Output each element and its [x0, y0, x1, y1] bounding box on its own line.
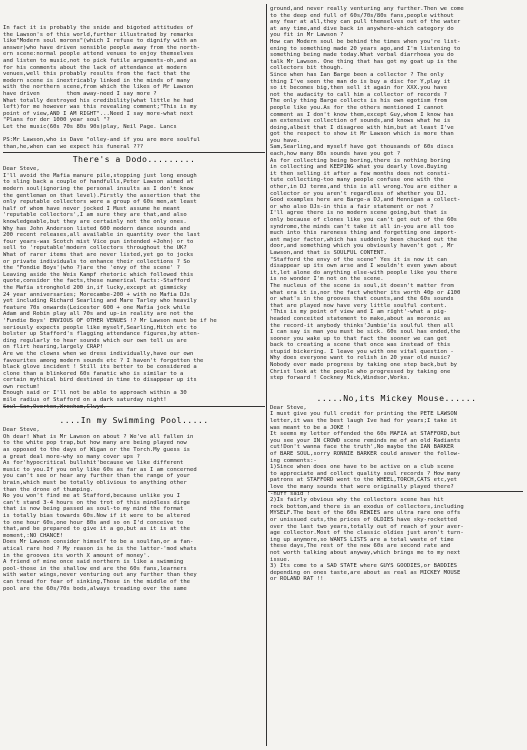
text-line: not worth talking about anyway,which brings me to my next	[270, 549, 461, 556]
text-line: disappear up its own arse and I wouldn't even yawn about	[270, 263, 458, 270]
text-line: collector or you aren't regardless of whether you DJ.	[270, 190, 447, 197]
column-divider	[266, 4, 267, 746]
text-line: it,let alone do anything else-with people like you there	[270, 269, 458, 276]
text-line: the gentleman on that level).Firstly the assertion that the	[3, 192, 201, 199]
text-line: In fact it is probably the snide and bigoted attitudes of	[3, 25, 194, 31]
text-line: How can Modern soul be behind the times when you're list-	[270, 38, 461, 45]
text-line: for his comments about the lack of attendance at modern	[3, 64, 187, 71]
text-line: 200 recent releases,all available in quantity over the last	[3, 232, 201, 239]
letter-cockney-mick	[270, 6, 523, 382]
text-line: ding regularly to hear sounds which our own tell us are	[3, 337, 187, 344]
section-divider-left-2	[3, 406, 265, 407]
text-line: love the many sounds that were originally played there?	[270, 483, 454, 490]
text-line: have driven them away-need I say more ?	[3, 90, 157, 97]
text-line: to appreciate and collect quality soul records ? How many	[270, 470, 461, 477]
text-line: Since when has Ian Barge been a collector ? The only	[270, 71, 444, 78]
heading-theres-a-dodo: There's a Dodo.........	[72, 154, 196, 165]
text-line: on flirt hearing,largely CRAP!	[3, 344, 104, 351]
text-line: back to creating a scene that once was instead of this	[270, 342, 451, 349]
text-line: moment,:NO CHANCE!	[3, 532, 64, 539]
letter-soul-san	[3, 166, 265, 410]
text-line: can't stand 3-4 hours on the trot of this mindless dirge	[3, 499, 191, 506]
text-line: As for collecting being boring,there is nothing boring	[270, 157, 451, 164]
text-line: the "Fondie Boys'(who ?)are the 'envy of the scene' ?	[3, 265, 180, 272]
text-line: MYSELF.The best of the 60s REWIES are ultra rare one offs	[270, 510, 461, 517]
text-line: four years-was Scotch mist Vice pun intended +John) or to	[3, 238, 194, 245]
text-line: you see your IN CROWD scene reminds me of an old Radiants	[270, 437, 461, 444]
text-line: Why has John Anderson listed 600 modern dance sounds and	[3, 225, 191, 232]
text-line: Sam,Searling,and myself have got thousands of 60s discs	[270, 144, 454, 151]
right-column	[270, 6, 523, 583]
text-line: much into this rareness thing and forgetting one import-	[270, 230, 458, 237]
text-line: "Stafford the envy of the scene" Yes it is now it can	[270, 256, 447, 263]
text-line: Why does everyone want to relish in 20 year old music?	[270, 355, 451, 362]
text-line	[3, 131, 265, 138]
text-line: talk Mr Lawson. One thing that has got my goat up is the	[270, 58, 458, 65]
text-line: with water wings,never venturing out any further than they	[3, 572, 197, 579]
text-line: certain mythical bird destined in time to disappear up its	[3, 377, 197, 384]
text-line: of BARE SOUL,sorry RONNIE BARKER could answer the follow-	[270, 451, 461, 457]
text-line: Lawson,and that is SOULFUL CONTENT.	[270, 249, 387, 256]
text-line: got the respect to show it Mr Lawson which is more than	[270, 131, 454, 138]
text-line: thing I've seen the man do is buy a disc for Y,play it	[270, 78, 451, 85]
heading-mickey-mouse: .....No,its Mickey Mouse......	[316, 392, 477, 403]
text-line: so it becomes big,then sell it again for XXX.you have	[270, 85, 447, 92]
text-line: to the white pop trap,but how many are being played now	[3, 440, 187, 447]
text-line: ing up anymore,so WANTS LISTS are a total waste of time	[270, 536, 454, 543]
text-line: seriously expects people like myself,Searling,Hitch etc to	[3, 324, 197, 331]
letter-mickey-mouse	[270, 405, 523, 583]
text-line: ening to something made 20 years ago,and I'm listening to	[270, 45, 461, 52]
text-line: patrons at STAFFORD went to the WHEEL,TORCH,CATS etc,yet	[270, 477, 458, 484]
text-line: black glove incident ! Still its better to be considered a	[3, 364, 197, 371]
text-line: Christ look at the people who progressed by taking one	[270, 368, 451, 375]
text-line: I must give you full credit for printing the PETE LAWSON	[270, 411, 458, 418]
text-line: 'This is my point of view and I am right'-what a pig-	[270, 309, 447, 316]
text-line: feature 70s onwards(Leicester 600 + one Mafia jock while	[3, 304, 191, 311]
text-line: 2)Is fairly obvious why the collectors scene has hit	[270, 497, 444, 504]
text-line: cut!Don't wanna face the truth',No maybe the IAN BARKER	[270, 444, 454, 451]
text-line: rock bottom,and there is an exodus of collectors,including	[270, 503, 464, 510]
text-line: Dear Steve,	[3, 427, 40, 434]
text-line: than,he,when can we expect his funeral ???	[3, 143, 144, 150]
text-line: sooner you wake up to that fact the sooner we can get	[270, 335, 447, 342]
text-line: issue.	[270, 556, 291, 563]
section-divider-left-1	[3, 152, 265, 153]
text-line: Oh dear! What is Mr Lawson on about ? We've all fallen in	[3, 433, 194, 440]
text-line: collectors bit though.	[270, 65, 344, 72]
text-line: atical rare hod ? My reason is he is the latter-'mod whats	[3, 545, 197, 552]
text-line: as opposed to the days of Wigan or the Torch.My guess is	[3, 447, 191, 454]
text-line: or unissued cuts,the prices of OLDIES have sky-rocketted	[270, 516, 458, 523]
text-line: modern scene is inextricably linked in the minds of many	[3, 77, 191, 84]
text-line: letter,it was the best laugh Ive had for years;I take it	[270, 418, 458, 425]
text-line: tute collecting-too many people confuse one with the	[270, 177, 444, 184]
letter-neil-page	[3, 25, 265, 150]
text-line: or what's in the grooves that counts,and the 60s sounds	[270, 296, 454, 303]
text-line: in collecting and KEEPING what you dearly love.Buying	[270, 164, 447, 171]
left-column	[3, 25, 265, 592]
text-line: people like you.As for the others mentioned I cannot	[270, 104, 444, 111]
text-line: like"Modern soul morons"(which I refuse to dignify with an	[3, 38, 197, 45]
text-line: The only thing Barge collects is his own egotism from	[270, 98, 447, 105]
text-line: Enough said or I'll not be able to approach within a 30	[3, 390, 187, 397]
text-line: an extensive collection of sounds,and knows what he is	[270, 118, 451, 125]
text-line: quote,consider the facts,these numerical facts:-Stafford	[3, 278, 191, 285]
text-line: -nuff said !	[270, 490, 311, 497]
text-line: depending on ones taste,are about as real as MICKEY MOUSE	[270, 569, 461, 576]
text-line: As for'hypocritical bullshit'because we like different	[3, 460, 184, 467]
text-line: can tread for fear of sinking,Those in the middle of the	[3, 578, 191, 585]
text-line: and listen to music,not to pick futile arguments-oh,and as	[3, 57, 197, 64]
text-line: the record-it anybody thinks'Jumbie'is soulful then all	[270, 322, 454, 329]
text-line: only reputable collectors were a group of 60s men,at least	[3, 199, 197, 206]
text-line: Adam and Robin play all 70s and up-in reality are not the	[3, 311, 194, 318]
text-line: 24 year anniversaries; Morecambe-200 + with no Mafia DJs	[3, 291, 191, 298]
text-line: sell to 'reputable'modern collectors throughout the UK?	[3, 245, 187, 252]
text-line: brain,which must be totally oblivious to anything other	[3, 480, 187, 486]
text-line: door,and something which you obviously haven't got , Mr	[270, 243, 454, 250]
text-line: ground,and never really venturing any further.Then we come	[270, 6, 464, 12]
text-line: each,how many 80s sounds have you got ?	[270, 151, 401, 158]
text-line: pool-those in the shallow end are the 60s fans,learners	[3, 565, 187, 572]
text-line: I can say is man you must be sick. 60s soul has ended,the	[270, 329, 461, 336]
text-line: music to you.If you only like 60s as far as I am concerned	[3, 466, 197, 473]
text-line: at any time,and dive back in anywhere-which category do	[270, 25, 454, 32]
text-line: yet including Richard Searling and Mare Tarley who heavily	[3, 298, 197, 305]
text-line: not the audacity to call him a collector of records ?	[270, 91, 447, 98]
text-line: is no wonder I'm not on the scene.	[270, 276, 384, 283]
text-line: Are we the clowns when we dress individually,have our own	[3, 350, 194, 357]
text-line: point of view,AND I AM RIGHT"...Need I say more-what next	[3, 110, 194, 117]
text-line: answer)who have driven sensible people away from the north-	[3, 44, 201, 51]
text-line: ant major factor,which has suddenly been chucked out the	[270, 236, 458, 243]
text-line: in the grooves its worth X amount of money'.	[3, 552, 150, 559]
text-line: with the northern scene,from which the likes of Mr Lawson	[3, 84, 194, 91]
text-line: ing comments:-	[270, 457, 317, 464]
text-line: to sling back a couple of handfulls,Peter Lawson aimed at	[3, 179, 194, 186]
text-line: that are played now have very little soulful content.	[270, 302, 447, 309]
text-line: syndrome,the minds can't take it all in-you are all too	[270, 223, 454, 230]
text-line: you can't see or hear any further than the range of your	[3, 473, 191, 480]
text-line: left)for me however was this revealing comment;"This is my	[3, 104, 197, 111]
text-line: I'll agree there is no modern scene going,but that is	[270, 210, 447, 217]
text-line: venues,well this probably results from the fact that the	[3, 71, 191, 78]
text-line: half of whom have never jocked I Must assume he meant	[3, 205, 180, 212]
text-line: than the drone of thumping.	[3, 486, 94, 493]
text-line: mile radius of Stafford on a dark saturday night!	[3, 397, 167, 404]
text-line: 'reputable collectors',I am sure they are that,and also	[3, 212, 187, 219]
text-line: stupid bickering. I leave you with one vital question -	[270, 348, 454, 355]
text-line: "Plans for der 1000 year soul "?	[3, 117, 110, 124]
text-line: the Mafia stronghold 200 in,if lucky,except at gimmicky	[3, 284, 187, 291]
text-line: headed conceited statement to make,about as moronic as	[270, 315, 451, 322]
text-line: modern soul(ignoring the personal insults as I don't know	[3, 186, 194, 193]
text-line: What of rarer items that are never listed,yet go to jocks	[3, 252, 194, 258]
text-line: favourites among modern sounds etc ? I haven't forgotten the	[3, 357, 204, 364]
text-line: own rectum!	[3, 383, 40, 390]
text-line: these days,The rest of the new 60s are second rate and	[270, 543, 451, 550]
text-line: clone than a blinkered 60s fanatic who is similar to a	[3, 370, 184, 377]
text-line: Let the music(60s 70s 80s 90s)play, Neil Page. Lancs	[3, 123, 177, 130]
text-line: the Lawson's of this world,further illustrated by remarks	[3, 31, 194, 38]
text-line: only because of clones like you can't get out of the 60s	[270, 217, 458, 223]
text-line: It seems my letter offended the 60s MAFIA at STAFFORD,but	[270, 431, 461, 438]
text-line: doing,albeit that I disagree with him,but at least I've	[270, 124, 454, 131]
text-line: ern scene:normal people attend venues to enjoy themselves	[3, 51, 194, 58]
text-line: to one hour 60s,one hour 80s and so on I'd conceive to	[3, 519, 184, 526]
text-line: Nobody ever made progress by taking one step back,but by	[270, 362, 458, 369]
text-line: What totally destroyed his credibility(what little he had	[3, 97, 194, 104]
text-line: The nucleus of the scene is soul,it doesn't matter from	[270, 282, 454, 289]
text-line: PS:Mr Lawson,who is Dave "olley-and if you are more soulful	[3, 137, 201, 144]
text-line: Dear Steve,	[270, 404, 307, 411]
text-line: 3) Its come to a SAD STATE where GUYS GOODIES,or BADDIES	[270, 563, 458, 570]
text-line: or private individuals to enhance their collections ? So	[3, 258, 191, 265]
text-line: 1)Since when does one have to be active on a club scene	[270, 464, 454, 471]
text-line: you have.	[270, 137, 301, 144]
text-line: was meant to be a JOKE !	[270, 424, 351, 431]
text-line: that,and be prepared to give it a go,but as it is at the	[3, 526, 191, 533]
text-line: it then selling it after a few months does not consti-	[270, 170, 451, 177]
text-line: or ROLAND RAT !!	[270, 576, 324, 583]
text-line: No you won't find me at Stafford,because unlike you I	[3, 493, 180, 500]
text-line: pool are the 60s/70s bods,always treading over the same	[3, 585, 187, 592]
text-line: Does Mr Lawson consider himself to be a soulfan,or a fan-	[3, 539, 194, 546]
letter-swimming-pool	[3, 427, 265, 592]
text-line: or who also DJs-in this a fair statement or not ?	[270, 203, 434, 210]
text-line: step forward ! Cockney Mick,Windsor,Works.	[270, 375, 411, 382]
text-line: 'Fundie Boys' ENVIOUS OF OTHER VENUES !? Mr Lawson must be if he	[3, 317, 217, 324]
heading-swimming-pool: ....In my Swimming Pool.....	[59, 415, 209, 426]
text-line: that is now being passed as soul-to my mind the format	[3, 506, 184, 513]
text-line: A friend of mine once said northern is like a swimming	[3, 559, 184, 566]
text-line: you fit in Mr Lawson ?	[270, 32, 344, 39]
text-line: any fear at all,they can pull themselves out of the water	[270, 19, 461, 26]
text-line: Leaving aside the Weis Kampf rhetoric which followed this	[3, 271, 194, 278]
text-line: age collector.Most of the classic oldies just aren't turn-	[270, 530, 464, 537]
text-line: a great deal more-why so many cover ups ?	[3, 453, 140, 460]
text-line: over the last two years,totally out of reach of your aver-	[270, 523, 464, 530]
text-line: something being made today.What verbal diarrhoea you do	[270, 52, 454, 59]
text-line: comment as I don't know them,except Guy,whom I know has	[270, 111, 454, 118]
text-line: is totally bias towards 60s.Now if it were to be altered	[3, 512, 191, 519]
text-line: what era it is,nor the fact whether its worth 40p or £100	[270, 289, 461, 296]
text-line: Dear Steve,	[3, 166, 40, 173]
text-line: I'll avoid the Mafia manure pile,stopping just long enough	[3, 172, 197, 179]
text-line: bolster up Stafford's flagging attendance figures,by atten-	[3, 331, 201, 338]
text-line: Good examples here are Barge-a DJ,and Hennigan a collect-	[270, 197, 461, 204]
text-line: knowledgeable,but they are certainly not the only ones.	[3, 219, 187, 226]
text-line: other,in DJ terms,and this is all wrong.You are either a	[270, 184, 458, 191]
text-line: to the deep end full of 60s/70s/80s fans,people without	[270, 12, 454, 19]
